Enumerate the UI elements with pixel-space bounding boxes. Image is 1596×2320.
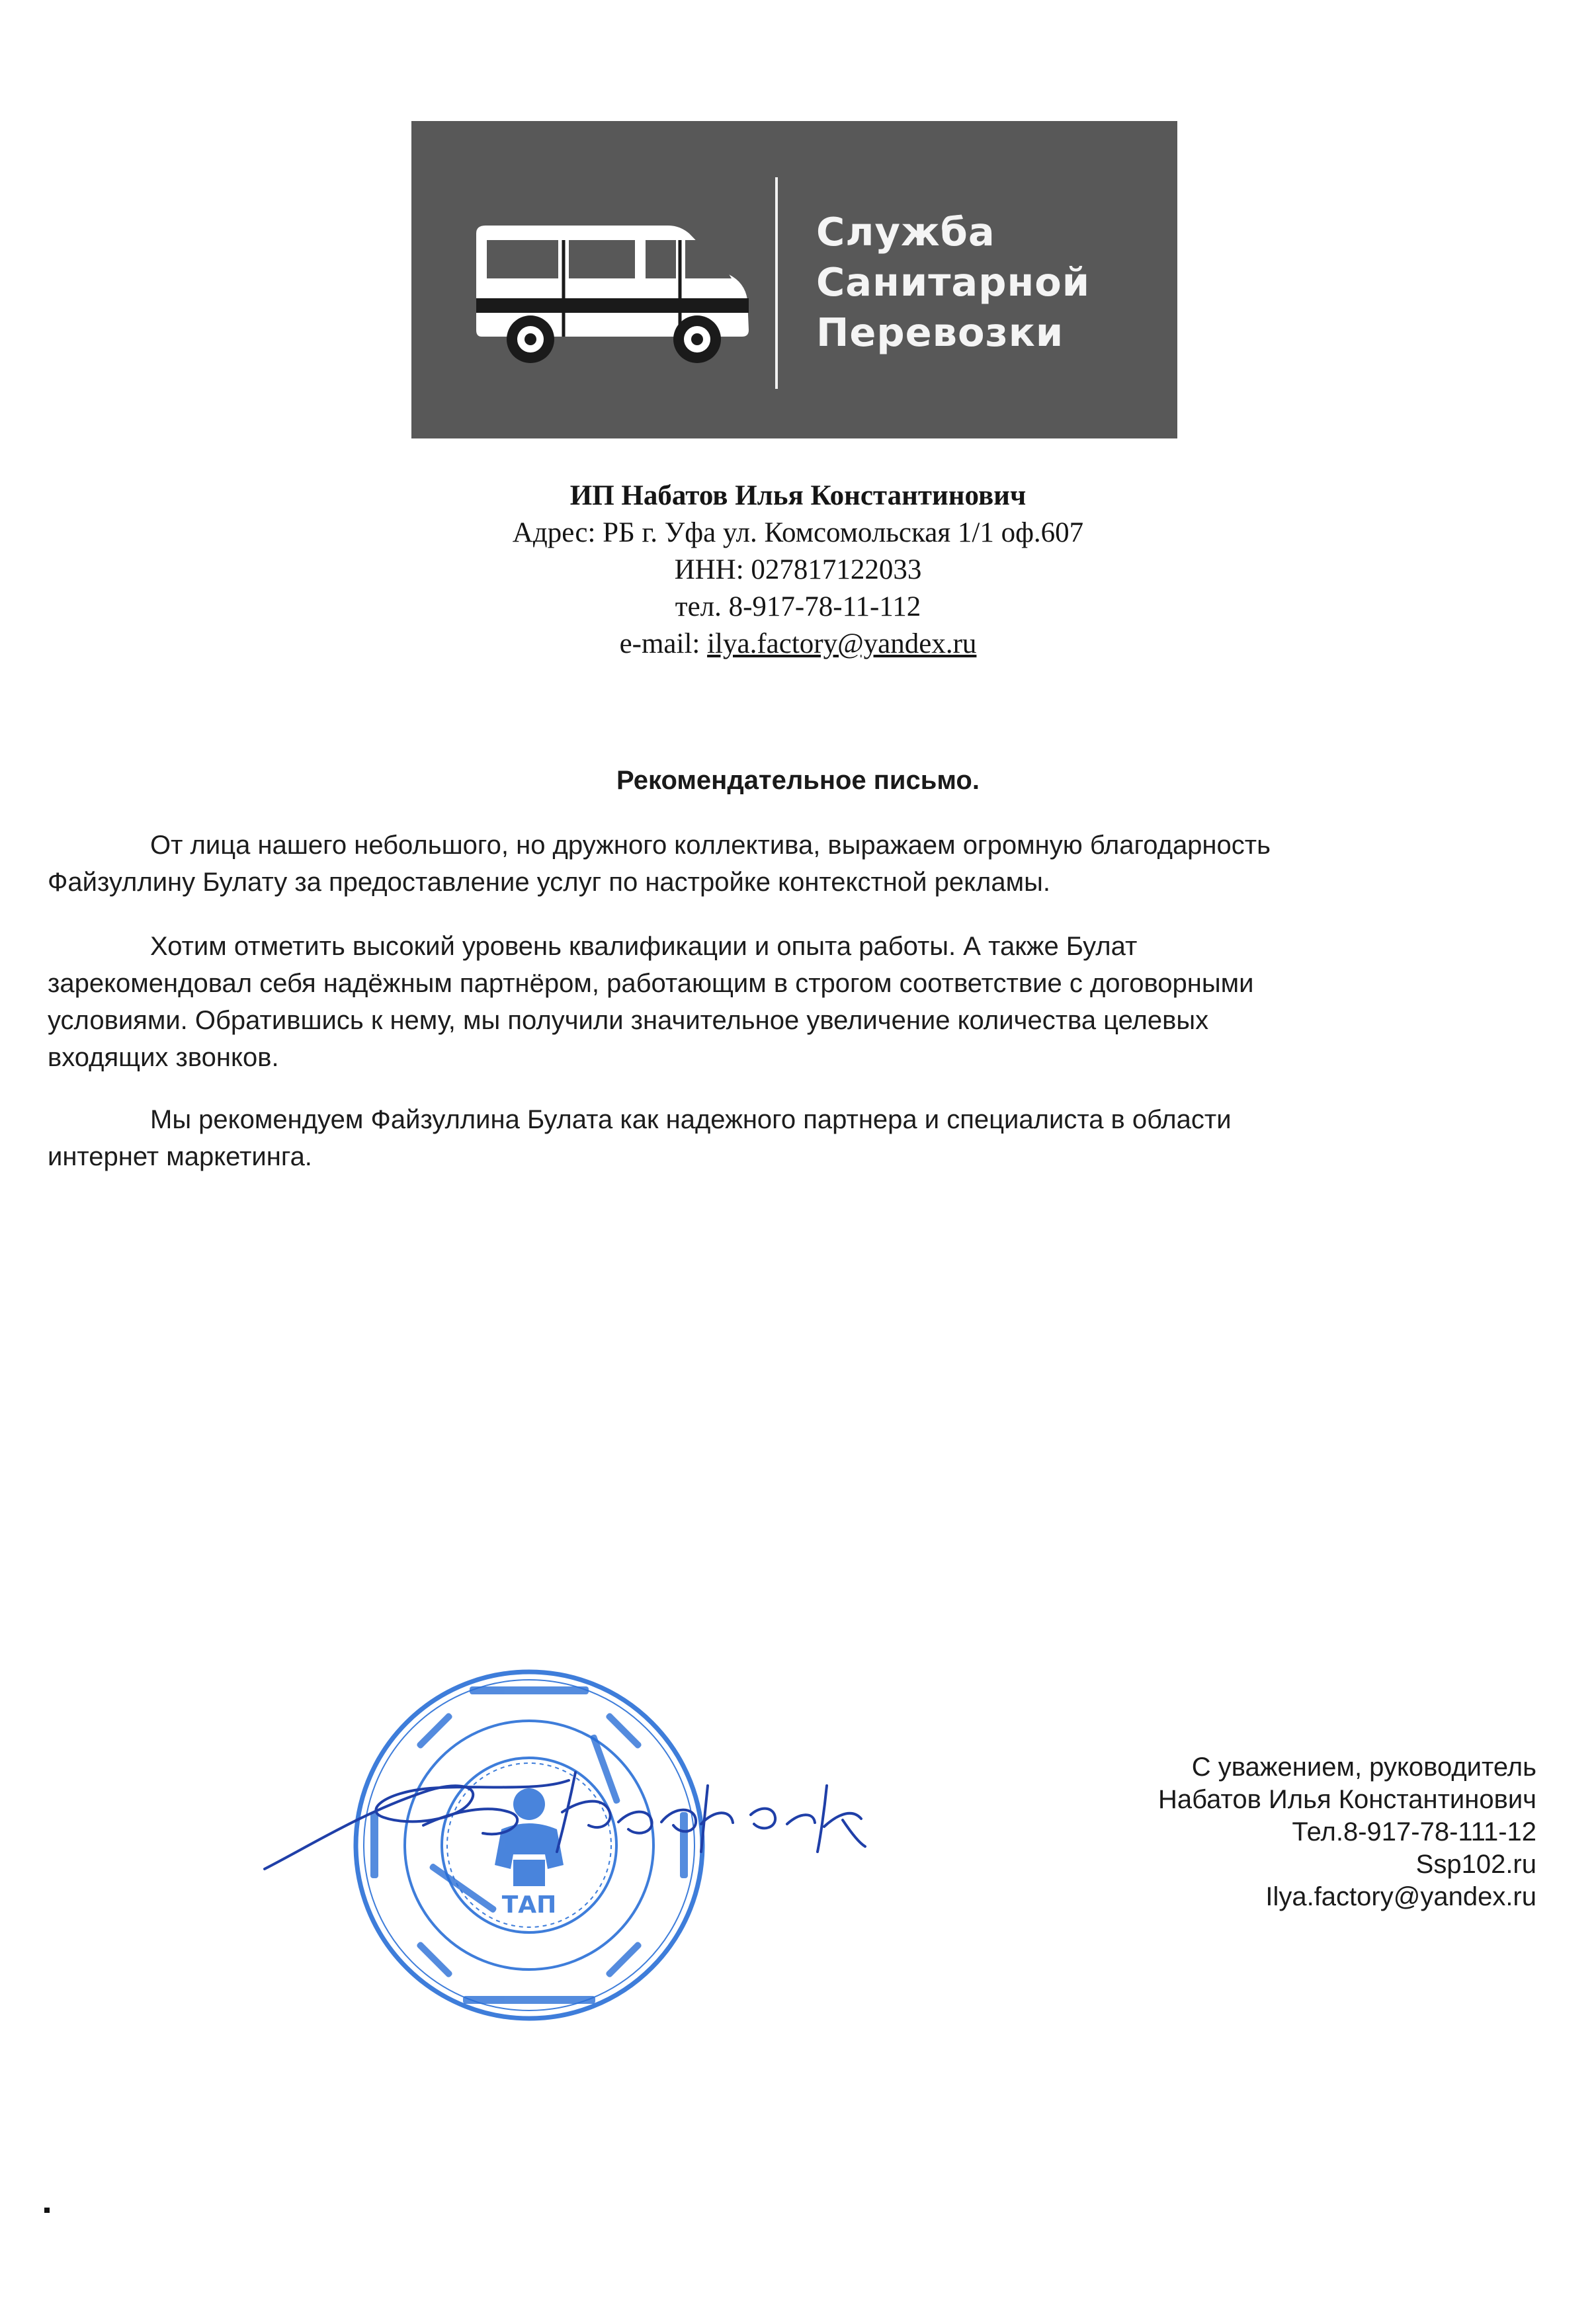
- logo-line: Санитарной: [816, 259, 1091, 305]
- email-line: [0, 626, 1596, 663]
- paragraph-line: Файзуллину Булату за предоставление услуг по настройке контекстной рекламы.: [48, 868, 1050, 897]
- logo-wordmark: [816, 207, 1090, 358]
- phone: тел. 8-917-78-11-112: [675, 591, 921, 622]
- closing-site[interactable]: Ssp102.ru: [1415, 1850, 1536, 1879]
- email-label: e-mail:: [619, 628, 708, 659]
- closing-email[interactable]: Ilya.factory@yandex.ru: [1265, 1882, 1536, 1911]
- paragraph-line: условиями. Обратившись к нему, мы получили значительное увеличение количества целевых: [48, 1006, 1209, 1035]
- paragraph-line: зарекомендовал себя надёжным партнёром, работающим в строгом соответствие с договорными: [48, 969, 1254, 998]
- letterhead: [0, 477, 1596, 663]
- paragraph-line: Хотим отметить высокий уровень квалификации и опыта работы. А также Булат: [150, 932, 1138, 961]
- closing-name: Набатов Илья Константинович: [1158, 1785, 1536, 1814]
- paragraph-line: Мы рекомендуем Файзуллина Булата как надежного партнера и специалиста в области: [150, 1105, 1232, 1134]
- closing-regards: С уважением, руководитель: [1191, 1753, 1536, 1782]
- ambulance-van-icon: [470, 214, 754, 366]
- company-logo-banner: [411, 121, 1177, 438]
- stray-mark: [44, 2208, 50, 2213]
- org-name: ИП Набатов Илья Константинович: [569, 480, 1027, 511]
- paragraph-2: [48, 928, 1549, 1076]
- logo-line: Перевозки: [816, 310, 1064, 355]
- svg-text:ТАП: ТАП: [501, 1891, 557, 1919]
- closing-phone: Тел.8-917-78-111-12: [1292, 1817, 1536, 1846]
- paragraph-line: входящих звонков.: [48, 1043, 279, 1072]
- paragraph-3: [48, 1101, 1549, 1175]
- email-link[interactable]: ilya.factory@yandex.ru: [707, 628, 977, 659]
- handwritten-signature: [258, 1746, 893, 1878]
- address: Адрес: РБ г. Уфа ул. Комсомольская 1/1 оф.607: [512, 517, 1084, 548]
- letter-title: Рекомендательное письмо.: [616, 766, 980, 795]
- paragraph-line: От лица нашего небольшого, но дружного коллектива, выражаем огромную благодарность: [150, 831, 1271, 860]
- logo-line: Служба: [816, 209, 995, 255]
- paragraph-1: [48, 827, 1549, 901]
- paragraph-line: интернет маркетинга.: [48, 1142, 312, 1171]
- logo-divider: [775, 177, 778, 389]
- closing-block: [1158, 1751, 1536, 1913]
- inn: ИНН: 027817122033: [674, 554, 922, 585]
